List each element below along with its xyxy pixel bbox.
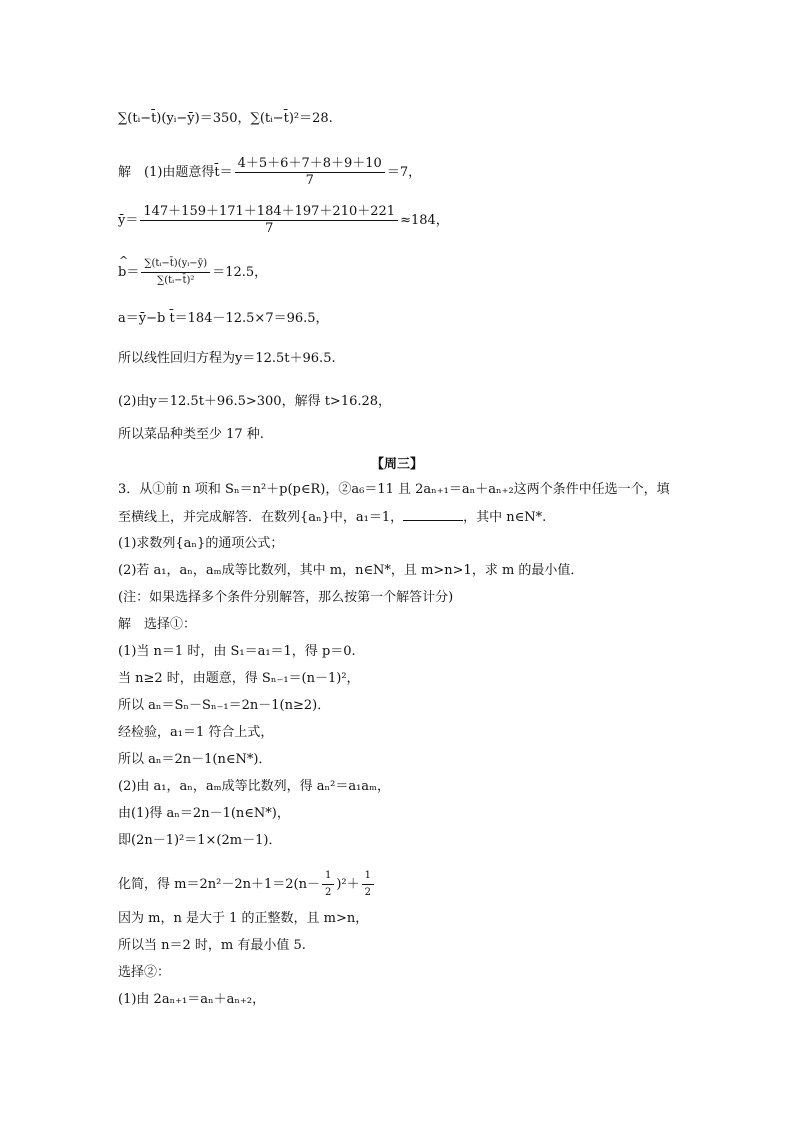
fraction [141, 256, 210, 289]
denominator: 2 [324, 887, 332, 898]
text: 化简，得 m＝2n²－2n＋1＝2 [118, 877, 294, 892]
a-hat-line: a＝ȳ−b t̄＝184－12.5×7＝96.5， [118, 311, 329, 326]
solution-choice2: 选择②： [118, 965, 171, 980]
denominator: 7 [305, 173, 314, 188]
solution-line: 所以 aₙ＝2n－1(n∈N*)． [118, 752, 272, 767]
solution-line: 所以当 n＝2 时，m 有最小值 5. [118, 938, 306, 953]
solution-part1-mean-t [118, 156, 421, 189]
fraction [235, 156, 385, 189]
answer-blank [403, 508, 463, 521]
text: 至横线上，并完成解答．在数列{aₙ}中，a₁＝1， [118, 510, 404, 525]
solution-line: 即(2n－1)²＝1×(2m－1)． [118, 833, 282, 848]
question3-line1: 3．从①前 n 项和 Sₙ＝n²＋p(p∈R)，②a₆＝11 且 2aₙ₊₁＝aₙ＋aₙ₊₂这两个条件中任选一个，填 [118, 482, 670, 497]
numerator: 147＋159＋171＋184＋197＋210＋221 [140, 204, 398, 221]
solution-line: 因为 m，n 是大于 1 的正整数，且 m>n， [118, 911, 369, 926]
text: ^ b＝ [118, 264, 139, 282]
text: ≈184， [400, 213, 449, 228]
solution-line: 由(1)得 aₙ＝2n－1(n∈N*)， [118, 806, 290, 821]
text: ＝7， [386, 165, 422, 180]
denominator: ∑(tᵢ−t̄)² [157, 275, 195, 286]
numerator: ∑(tᵢ−t̄)(yᵢ−ȳ) [141, 256, 210, 273]
fraction [362, 868, 374, 901]
mean-y-line [118, 204, 449, 237]
fraction [322, 868, 334, 901]
numerator: 4＋5＋6＋7＋8＋9＋10 [235, 156, 385, 173]
solution-line: 所以 aₙ＝Sₙ－Sₙ₋₁＝2n－1(n≥2)． [118, 698, 331, 713]
denominator: 7 [265, 221, 274, 236]
denominator: 2 [364, 887, 372, 898]
solution-part2-line: (2)由y＝12.5t＋96.5>300，解得 t>16.28， [118, 394, 392, 409]
sum-values-line: ∑(tᵢ−t̄)(yᵢ−ȳ)＝350，∑(tᵢ−t̄)²＝28. [118, 111, 333, 126]
fraction [140, 204, 398, 237]
text: 解 (1)由题意得t̄＝ [118, 165, 233, 180]
question3-part1: (1)求数列{aₙ}的通项公式； [118, 536, 284, 551]
text: ȳ＝ [118, 213, 139, 228]
numerator: 1 [362, 868, 374, 885]
solution-choice1: 解 选择①： [118, 617, 197, 632]
solution-line: (1)当 n＝1 时，由 S₁＝a₁＝1，得 p＝0. [118, 644, 356, 659]
text: ＝12.5， [212, 265, 268, 280]
regression-equation-line: 所以线性回归方程为y＝12.5t＋96.5. [118, 351, 336, 366]
question3-note: (注：如果选择多个条件分别解答，那么按第一个解答计分) [118, 590, 454, 605]
question3-line2 [118, 508, 546, 527]
text: )²＋ [336, 877, 360, 892]
solution-line: (2)由 a₁，aₙ，aₘ成等比数列，得 aₙ²＝a₁aₘ， [118, 779, 391, 794]
text: (n－ [293, 877, 320, 892]
text: ，其中 n∈N*. [463, 510, 547, 525]
solution-line: 当 n≥2 时，由题意，得 Sₙ₋₁＝(n－1)²， [118, 671, 360, 686]
conclusion-line: 所以菜品种类至少 17 种. [118, 427, 264, 442]
section-heading: 【周三】 [370, 457, 423, 472]
solution-line: (1)由 2aₙ₊₁＝aₙ＋aₙ₊₂， [118, 992, 266, 1007]
question3-part2: (2)若 a₁，aₙ，aₘ成等比数列，其中 m，n∈N*，且 m>n>1，求 m 的最小值． [118, 563, 584, 578]
numerator: 1 [322, 868, 334, 885]
solution-line: 经检验，a₁＝1 符合上式， [118, 725, 274, 740]
b-hat-line [118, 256, 267, 289]
simplification-line [118, 868, 376, 901]
